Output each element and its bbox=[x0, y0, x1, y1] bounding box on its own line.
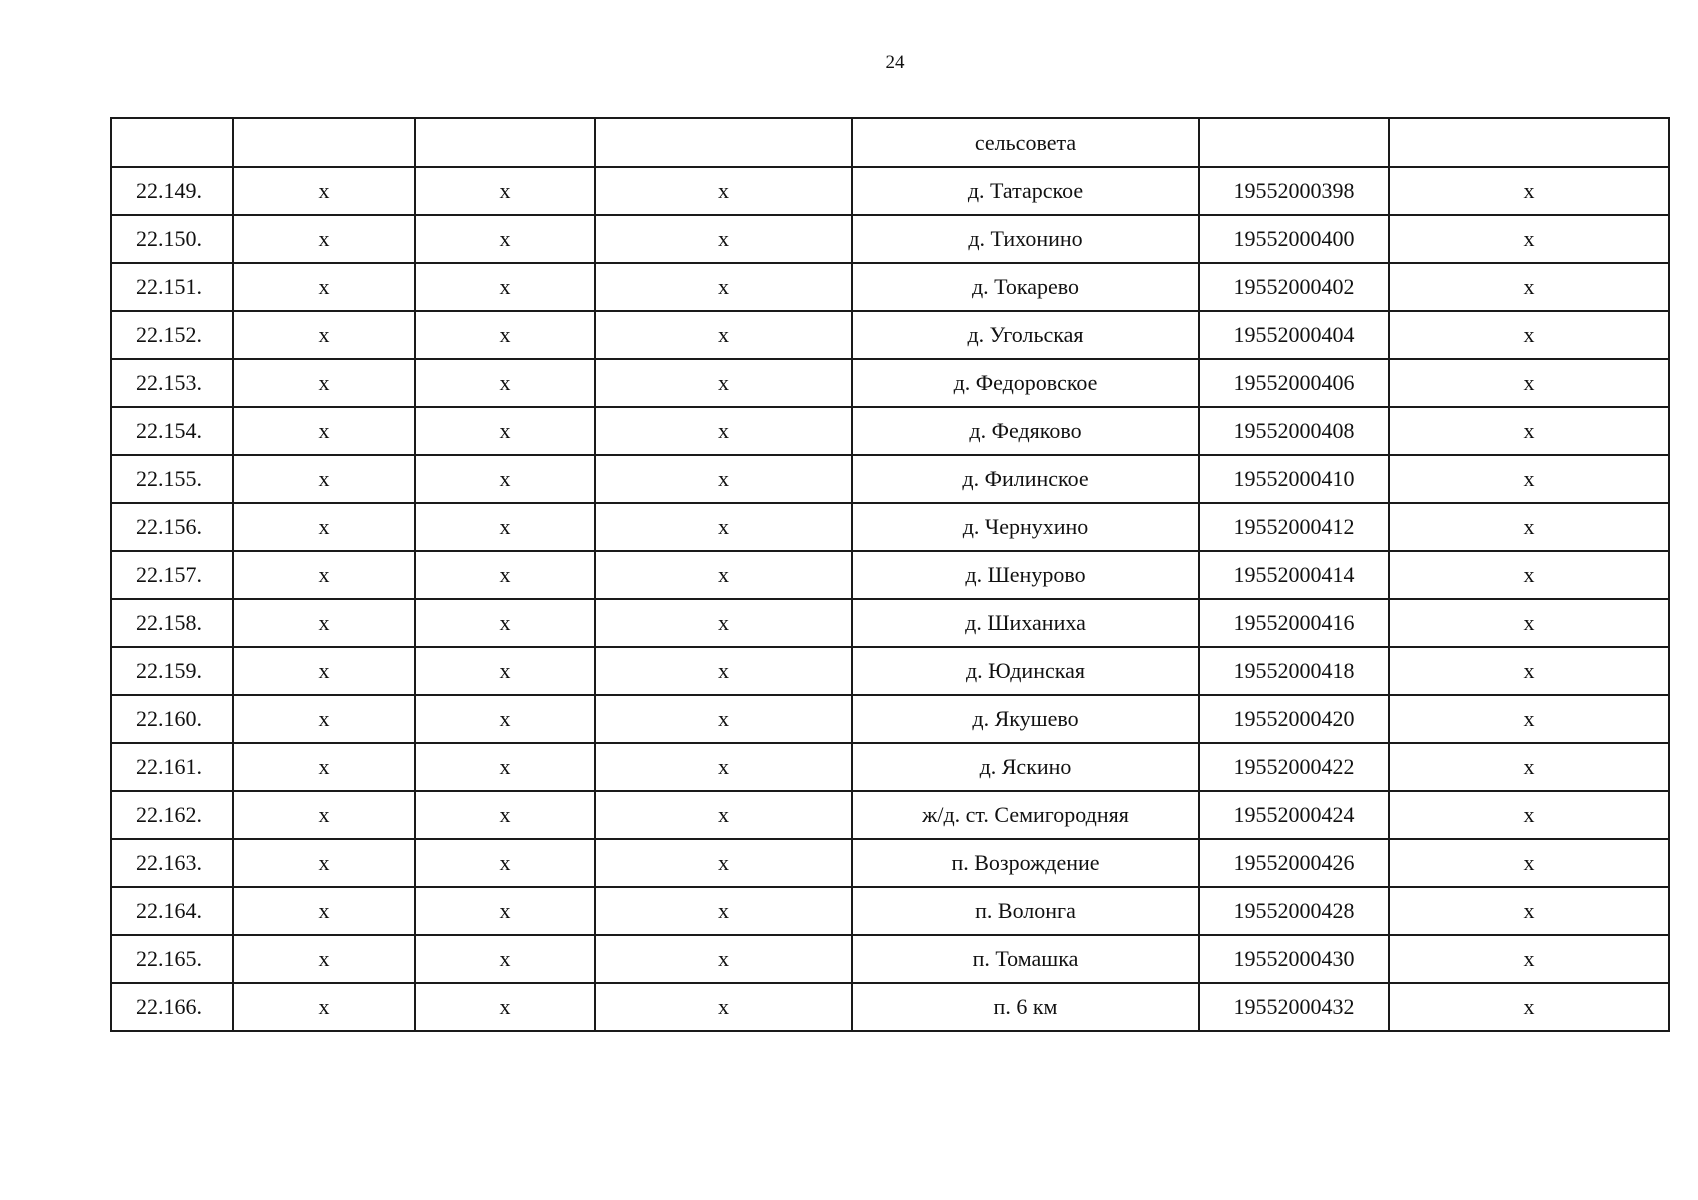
table-row bbox=[111, 983, 1669, 1031]
table-cell: х bbox=[415, 647, 595, 695]
row-number-cell: 22.153. bbox=[111, 359, 233, 407]
oktmo-code-cell: 19552000416 bbox=[1199, 599, 1389, 647]
table-cell: х bbox=[415, 551, 595, 599]
table-cell: х bbox=[595, 407, 852, 455]
table-cell: х bbox=[233, 887, 415, 935]
table-cell bbox=[1199, 118, 1389, 167]
table-cell: х bbox=[595, 935, 852, 983]
table-cell: х bbox=[595, 503, 852, 551]
row-number-cell: 22.152. bbox=[111, 311, 233, 359]
table-row bbox=[111, 647, 1669, 695]
table-cell: х bbox=[233, 839, 415, 887]
table-cell: х bbox=[1389, 743, 1669, 791]
table-cell bbox=[595, 118, 852, 167]
table-cell: сельсовета bbox=[852, 118, 1199, 167]
table-cell: х bbox=[595, 167, 852, 215]
table-cell: х bbox=[1389, 167, 1669, 215]
table-cell bbox=[1389, 118, 1669, 167]
row-number-cell: 22.156. bbox=[111, 503, 233, 551]
oktmo-code-cell: 19552000430 bbox=[1199, 935, 1389, 983]
table-row bbox=[111, 695, 1669, 743]
table-cell: х bbox=[1389, 263, 1669, 311]
settlement-name-cell: д. Филинское bbox=[852, 455, 1199, 503]
table-cell: х bbox=[415, 407, 595, 455]
table-row bbox=[111, 551, 1669, 599]
table-cell: х bbox=[595, 455, 852, 503]
oktmo-code-cell: 19552000426 bbox=[1199, 839, 1389, 887]
table-cell: х bbox=[1389, 311, 1669, 359]
settlement-name-cell: ж/д. ст. Семигородняя bbox=[852, 791, 1199, 839]
row-number-cell: 22.155. bbox=[111, 455, 233, 503]
continuation-row bbox=[111, 118, 1669, 167]
settlement-name-cell: д. Якушево bbox=[852, 695, 1199, 743]
table-row bbox=[111, 791, 1669, 839]
table-cell: х bbox=[595, 647, 852, 695]
table-cell: х bbox=[1389, 695, 1669, 743]
oktmo-code-cell: 19552000412 bbox=[1199, 503, 1389, 551]
oktmo-code-cell: 19552000418 bbox=[1199, 647, 1389, 695]
row-number-cell: 22.162. bbox=[111, 791, 233, 839]
oktmo-code-cell: 19552000400 bbox=[1199, 215, 1389, 263]
settlement-name-cell: д. Угольская bbox=[852, 311, 1199, 359]
table-cell: х bbox=[595, 983, 852, 1031]
table-cell: х bbox=[415, 743, 595, 791]
table-cell: х bbox=[595, 839, 852, 887]
table-cell: х bbox=[233, 935, 415, 983]
table-row bbox=[111, 935, 1669, 983]
table-cell: х bbox=[595, 599, 852, 647]
table-row bbox=[111, 215, 1669, 263]
table-cell: х bbox=[1389, 791, 1669, 839]
table-cell: х bbox=[415, 263, 595, 311]
row-number-cell: 22.163. bbox=[111, 839, 233, 887]
row-number-cell: 22.160. bbox=[111, 695, 233, 743]
table-cell: х bbox=[415, 839, 595, 887]
table-cell: х bbox=[415, 167, 595, 215]
row-number-cell: 22.161. bbox=[111, 743, 233, 791]
table-cell: х bbox=[233, 407, 415, 455]
oktmo-code-cell: 19552000406 bbox=[1199, 359, 1389, 407]
row-number-cell: 22.151. bbox=[111, 263, 233, 311]
table-cell: х bbox=[233, 503, 415, 551]
table-cell: х bbox=[1389, 599, 1669, 647]
table-cell bbox=[111, 118, 233, 167]
settlement-name-cell: д. Яскино bbox=[852, 743, 1199, 791]
settlement-name-cell: д. Тихонино bbox=[852, 215, 1199, 263]
table-cell: х bbox=[233, 599, 415, 647]
table-row bbox=[111, 887, 1669, 935]
table-cell: х bbox=[1389, 839, 1669, 887]
table-cell: х bbox=[595, 791, 852, 839]
settlement-name-cell: д. Юдинская bbox=[852, 647, 1199, 695]
settlement-name-cell: п. Томашка bbox=[852, 935, 1199, 983]
oktmo-code-cell: 19552000422 bbox=[1199, 743, 1389, 791]
table-cell: х bbox=[595, 215, 852, 263]
table-cell: х bbox=[1389, 503, 1669, 551]
table-cell: х bbox=[1389, 647, 1669, 695]
table-cell: х bbox=[595, 311, 852, 359]
row-number-cell: 22.165. bbox=[111, 935, 233, 983]
table-cell: х bbox=[1389, 983, 1669, 1031]
settlement-name-cell: д. Шиханиха bbox=[852, 599, 1199, 647]
table-row bbox=[111, 743, 1669, 791]
settlement-name-cell: д. Чернухино bbox=[852, 503, 1199, 551]
table-cell: х bbox=[415, 599, 595, 647]
settlement-name-cell: д. Федоровское bbox=[852, 359, 1199, 407]
table-row bbox=[111, 311, 1669, 359]
oktmo-code-cell: 19552000398 bbox=[1199, 167, 1389, 215]
table-cell: х bbox=[595, 551, 852, 599]
table-cell bbox=[415, 118, 595, 167]
oktmo-code-cell: 19552000420 bbox=[1199, 695, 1389, 743]
table-cell: х bbox=[233, 167, 415, 215]
table-cell: х bbox=[233, 743, 415, 791]
oktmo-code-cell: 19552000410 bbox=[1199, 455, 1389, 503]
table-cell: х bbox=[595, 695, 852, 743]
table-cell: х bbox=[233, 551, 415, 599]
oktmo-code-cell: 19552000424 bbox=[1199, 791, 1389, 839]
table-row bbox=[111, 407, 1669, 455]
table-cell: х bbox=[233, 791, 415, 839]
row-number-cell: 22.159. bbox=[111, 647, 233, 695]
table-row bbox=[111, 263, 1669, 311]
table-row bbox=[111, 167, 1669, 215]
oktmo-code-cell: 19552000432 bbox=[1199, 983, 1389, 1031]
row-number-cell: 22.157. bbox=[111, 551, 233, 599]
settlement-name-cell: п. Волонга bbox=[852, 887, 1199, 935]
table-cell: х bbox=[233, 647, 415, 695]
table-row bbox=[111, 503, 1669, 551]
table-cell: х bbox=[1389, 359, 1669, 407]
row-number-cell: 22.150. bbox=[111, 215, 233, 263]
table-cell: х bbox=[233, 455, 415, 503]
row-number-cell: 22.166. bbox=[111, 983, 233, 1031]
oktmo-code-cell: 19552000428 bbox=[1199, 887, 1389, 935]
oktmo-code-cell: 19552000408 bbox=[1199, 407, 1389, 455]
table-cell: х bbox=[233, 311, 415, 359]
oktmo-code-cell: 19552000414 bbox=[1199, 551, 1389, 599]
row-number-cell: 22.149. bbox=[111, 167, 233, 215]
page-number: 24 bbox=[885, 52, 905, 73]
oktmo-code-cell: 19552000404 bbox=[1199, 311, 1389, 359]
table-cell: х bbox=[1389, 551, 1669, 599]
settlement-name-cell: д. Федяково bbox=[852, 407, 1199, 455]
table-cell: х bbox=[415, 215, 595, 263]
table-cell: х bbox=[415, 311, 595, 359]
table-cell: х bbox=[1389, 935, 1669, 983]
table-cell: х bbox=[595, 887, 852, 935]
table-cell: х bbox=[415, 503, 595, 551]
table-cell: х bbox=[233, 215, 415, 263]
table-cell: х bbox=[415, 695, 595, 743]
table-cell: х bbox=[233, 359, 415, 407]
row-number-cell: 22.164. bbox=[111, 887, 233, 935]
settlement-name-cell: п. 6 км bbox=[852, 983, 1199, 1031]
table-body bbox=[111, 118, 1669, 1031]
settlement-name-cell: п. Возрождение bbox=[852, 839, 1199, 887]
table-row bbox=[111, 359, 1669, 407]
table-cell: х bbox=[595, 743, 852, 791]
table-row bbox=[111, 839, 1669, 887]
table-cell: х bbox=[1389, 215, 1669, 263]
settlement-name-cell: д. Токарево bbox=[852, 263, 1199, 311]
table-cell: х bbox=[595, 359, 852, 407]
table-cell: х bbox=[1389, 455, 1669, 503]
settlement-name-cell: д. Татарское bbox=[852, 167, 1199, 215]
table-cell: х bbox=[1389, 407, 1669, 455]
table-cell: х bbox=[415, 983, 595, 1031]
table-row bbox=[111, 455, 1669, 503]
table-cell: х bbox=[595, 263, 852, 311]
table-cell bbox=[233, 118, 415, 167]
settlements-table bbox=[110, 117, 1670, 1032]
table-cell: х bbox=[233, 695, 415, 743]
table-cell: х bbox=[415, 887, 595, 935]
table-row bbox=[111, 599, 1669, 647]
row-number-cell: 22.158. bbox=[111, 599, 233, 647]
table-cell: х bbox=[1389, 887, 1669, 935]
table-cell: х bbox=[415, 359, 595, 407]
table-cell: х bbox=[233, 263, 415, 311]
settlement-name-cell: д. Шенурово bbox=[852, 551, 1199, 599]
row-number-cell: 22.154. bbox=[111, 407, 233, 455]
table-cell: х bbox=[415, 791, 595, 839]
oktmo-code-cell: 19552000402 bbox=[1199, 263, 1389, 311]
table-cell: х bbox=[415, 935, 595, 983]
table-cell: х bbox=[415, 455, 595, 503]
table-cell: х bbox=[233, 983, 415, 1031]
